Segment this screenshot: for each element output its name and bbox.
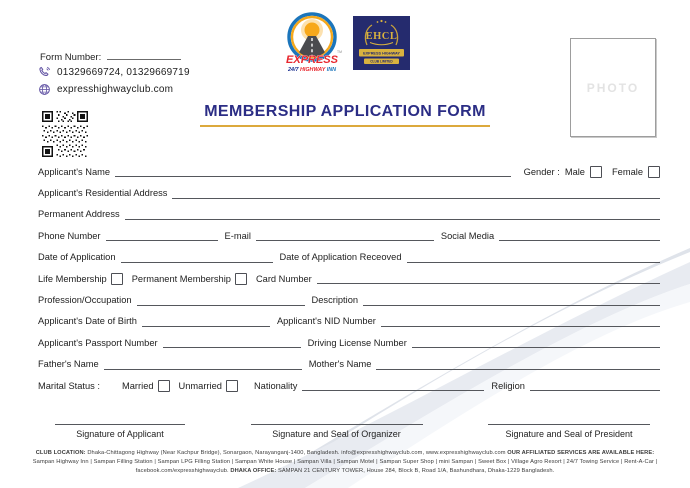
male-checkbox[interactable] bbox=[590, 166, 602, 178]
row-permanent-address bbox=[38, 204, 660, 225]
logo-express-text: EXPRESS bbox=[286, 54, 338, 66]
website-contact-row bbox=[38, 83, 173, 96]
row-residential-address bbox=[38, 182, 660, 203]
footer-info bbox=[25, 449, 665, 476]
signature-president-label: Signature and Seal of President bbox=[505, 429, 633, 439]
signature-of-applicant[interactable] bbox=[55, 424, 185, 439]
label-driving-license: Driving License Number bbox=[307, 337, 407, 348]
gender-group bbox=[524, 166, 660, 178]
form-fields bbox=[38, 161, 660, 396]
logo-tagline-247: 24/7 bbox=[287, 67, 299, 73]
permanent-membership-checkbox[interactable] bbox=[235, 273, 247, 285]
label-social-media: Social Media bbox=[440, 230, 495, 241]
label-email: E-mail bbox=[224, 230, 251, 241]
permanent-address-input-line[interactable] bbox=[125, 209, 660, 220]
logo-tagline-highway: HIGHWAY bbox=[299, 67, 326, 73]
footer-affiliated-services-text: Sampan Highway Inn | Sampan Filling Station | Sampan LPG Filling Station | Sampan White House | Sampan Villa | Sampan Motel | Sampan Super Shop | mini Sampan | Sweet Box | Village Agro Resort | 24/7 Towing Service | Rent-A-Car | facebook.com/expresshighwayclub. bbox=[32, 459, 658, 475]
logo-banner-line1: EXPRESS HIGHWAY bbox=[363, 51, 400, 56]
female-checkbox[interactable] bbox=[648, 166, 660, 178]
phone-icon bbox=[38, 66, 51, 79]
label-married: Married bbox=[122, 380, 154, 391]
label-permanent-membership: Permanent Membership bbox=[131, 273, 231, 284]
label-life-membership: Life Membership bbox=[38, 273, 107, 284]
globe-icon bbox=[38, 83, 51, 96]
phone-number-input-line[interactable] bbox=[106, 230, 218, 241]
phone-numbers: 01329669724, 01329669719 bbox=[57, 67, 190, 78]
footer-dhaka-office-label: DHAKA OFFICE: bbox=[230, 468, 277, 475]
logo-banner-line2: CLUB LIMITED bbox=[370, 59, 393, 64]
row-membership-type bbox=[38, 268, 660, 289]
label-phone-number: Phone Number bbox=[38, 230, 101, 241]
trademark-symbol: TM bbox=[337, 50, 342, 54]
label-permanent-address: Permanent Address bbox=[38, 209, 120, 220]
social-media-input-line[interactable] bbox=[499, 230, 660, 241]
mothers-name-input-line[interactable] bbox=[376, 359, 660, 370]
signature-applicant-label: Signature of Applicant bbox=[76, 429, 164, 439]
label-residential-address: Applicant's Residential Address bbox=[38, 188, 168, 199]
date-received-input-line[interactable] bbox=[407, 252, 660, 263]
row-profession bbox=[38, 289, 660, 310]
row-parents bbox=[38, 354, 660, 375]
footer-dhaka-office-text: SAMPAN 21 CENTURY TOWER, House 284, Block B, Road 1/A, Bashundhara, Dhaka-1229 Bangladesh. bbox=[276, 468, 555, 475]
label-date-of-application: Date of Application bbox=[38, 252, 116, 263]
form-number-row bbox=[40, 50, 181, 63]
unmarried-checkbox[interactable] bbox=[226, 380, 238, 392]
label-applicants-name: Applicant's Name bbox=[38, 166, 111, 177]
row-passport-license bbox=[38, 332, 660, 353]
label-nationality: Nationality bbox=[253, 380, 298, 391]
applicants-name-input-line[interactable] bbox=[115, 166, 511, 177]
footer-club-location-label: CLUB LOCATION: bbox=[35, 450, 86, 456]
label-marital-status: Marital Status : bbox=[38, 380, 101, 391]
label-mothers-name: Mother's Name bbox=[308, 359, 372, 370]
row-dates bbox=[38, 247, 660, 268]
card-number-input-line[interactable] bbox=[317, 273, 660, 284]
label-female: Female bbox=[611, 166, 643, 177]
label-date-received: Date of Application Receoved bbox=[279, 252, 402, 263]
logo-monogram: EHCL bbox=[365, 31, 398, 42]
signature-section bbox=[55, 424, 650, 439]
signature-of-president[interactable] bbox=[488, 424, 650, 439]
page-title: MEMBERSHIP APPLICATION FORM bbox=[200, 103, 490, 127]
label-profession: Profession/Occupation bbox=[38, 295, 132, 306]
label-gender: Gender : bbox=[523, 166, 560, 177]
label-card-number: Card Number bbox=[255, 273, 312, 284]
row-dob-nid bbox=[38, 311, 660, 332]
signature-organizer-label: Signature and Seal of Organizer bbox=[272, 429, 401, 439]
form-number-label: Form Number: bbox=[40, 52, 102, 63]
row-applicants-name bbox=[38, 161, 660, 182]
photo-placeholder-text: PHOTO bbox=[586, 80, 640, 95]
label-religion: Religion bbox=[491, 380, 525, 391]
description-input-line[interactable] bbox=[363, 295, 660, 306]
life-membership-checkbox[interactable] bbox=[111, 273, 123, 285]
logo-tagline-inn: INN bbox=[326, 67, 337, 73]
residential-address-input-line[interactable] bbox=[172, 188, 660, 199]
label-date-of-birth: Applicant's Date of Birth bbox=[38, 316, 137, 327]
married-checkbox[interactable] bbox=[158, 380, 170, 392]
phone-contact-row bbox=[38, 66, 190, 79]
fathers-name-input-line[interactable] bbox=[104, 359, 302, 370]
driving-license-input-line[interactable] bbox=[412, 337, 660, 348]
svg-text:24/7 HIGHWAY bbox=[287, 67, 336, 73]
footer-club-location-text: Dhaka-Chittagong Highway (Near Kachpur Bridge), Sonargaon, Narayanganj-1400, Bangladesh. info@expresshighwayclub.com, www.expresshighwayclub.com bbox=[85, 450, 508, 456]
website-url: expresshighwayclub.com bbox=[57, 84, 174, 95]
form-number-input-line[interactable] bbox=[107, 50, 181, 60]
signature-of-organizer[interactable] bbox=[251, 424, 423, 439]
label-fathers-name: Father's Name bbox=[38, 359, 99, 370]
label-unmarried: Unmarried bbox=[178, 380, 222, 391]
nationality-input-line[interactable] bbox=[302, 380, 484, 391]
date-of-birth-input-line[interactable] bbox=[142, 316, 270, 327]
email-input-line[interactable] bbox=[256, 230, 434, 241]
label-passport-number: Applicant's Passport Number bbox=[38, 337, 158, 348]
passport-number-input-line[interactable] bbox=[163, 337, 301, 348]
label-male: Male bbox=[564, 166, 585, 177]
date-of-application-input-line[interactable] bbox=[121, 252, 273, 263]
row-phone-email-social bbox=[38, 225, 660, 246]
religion-input-line[interactable] bbox=[530, 380, 660, 391]
label-nid-number: Applicant's NID Number bbox=[276, 316, 376, 327]
ehcl-crest-logo bbox=[353, 16, 410, 70]
label-description: Description bbox=[311, 295, 359, 306]
footer-affiliated-services-label: OUR AFFILIATED SERVICES ARE AVAILABLE HERE: bbox=[507, 450, 655, 456]
nid-number-input-line[interactable] bbox=[381, 316, 660, 327]
photo-upload-box[interactable] bbox=[570, 38, 656, 137]
row-marital-status bbox=[38, 375, 660, 396]
profession-input-line[interactable] bbox=[137, 295, 305, 306]
express-highway-inn-logo bbox=[281, 11, 345, 77]
